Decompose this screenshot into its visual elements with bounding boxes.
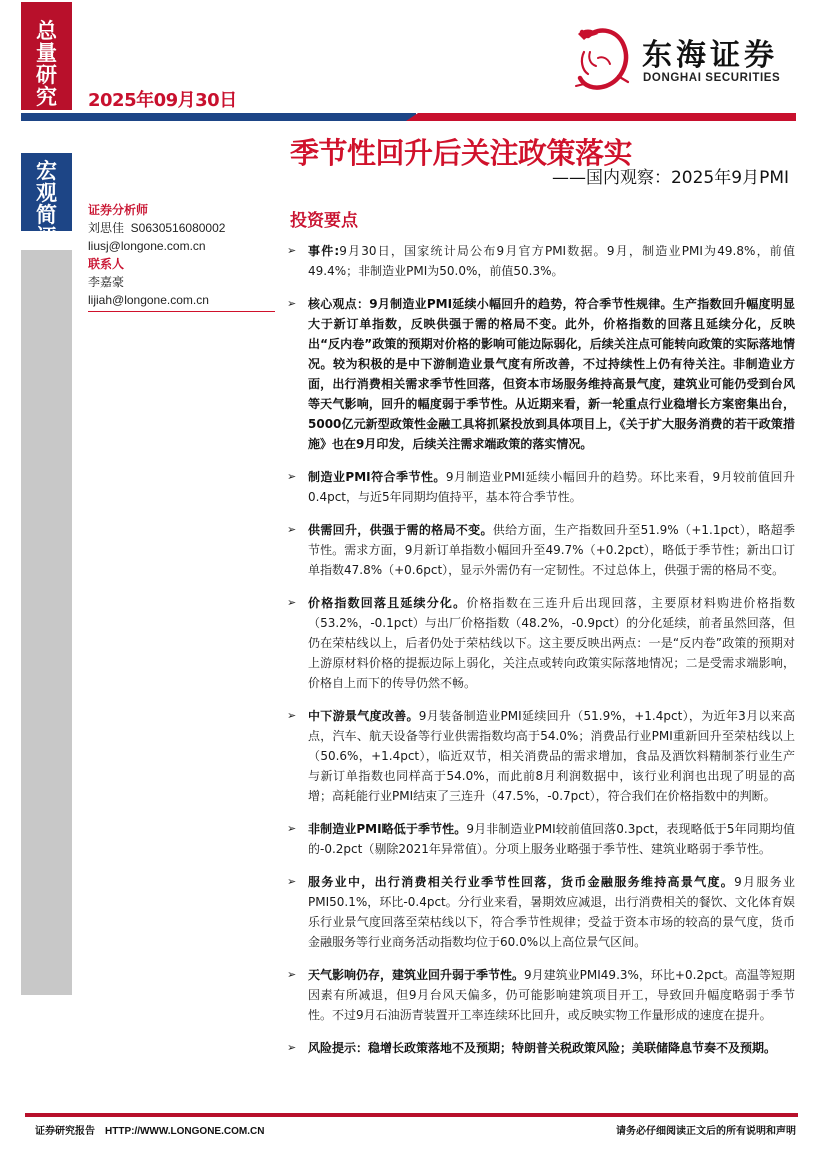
- highlight-item: [287, 872, 795, 952]
- analyst-name-id: 刘思佳 S0630516080002: [88, 221, 226, 235]
- analyst-label: 证券分析师: [88, 203, 149, 217]
- highlight-item: [287, 965, 795, 1025]
- contact-name: 李嘉豪: [88, 275, 125, 289]
- highlight-body: 9月制造业PMI延续小幅回升的趋势，符合季节性规律。生产指数回升幅度明显大于新订单指数，反映供强于需的格局不变。此外，价格指数的回落且延续分化，反映出“反内卷”政策的预期对价格的影响可能边际弱化，后续关注点可能转向政策的实际落地情况。较为积极的是中下游制造业景气度有所改善，不过持续性上仍有待关注。非制造业方面，出行消费相关需求季节性回落，但资本市场服务维持高景气度，建筑业可能仍受到台风等天气影响，回升的幅度弱于季节性。从近期来看，新一轮重点行业稳增长方案密集出台，5000亿元新型政策性金融工具将抓紧投放到具体项目上，《关于扩大服务消费的若干政策措施》也在9月印发，后续关注需求端政策的落实情况。: [308, 297, 795, 451]
- highlight-body: 价格指数在三连升后出现回落，主要原材料购进价格指数（53.2%，-0.1pct）与出厂价格指数（48.2%，-0.9pct）的分化延续，前者虽然回落，但仍在荣枯线以上，后者仍处于荣枯线以下。这主要反映出两点：一是“反内卷”政策的预期对上游原材料价格的提振边际上弱化，关注点或转向政策实际落地情况；二是受需求端影响，价格自上而下的传导仍然不畅。: [308, 596, 795, 690]
- highlight-lead: 中下游景气度改善。: [308, 709, 419, 723]
- arrow-bullet-icon: ➢: [287, 523, 297, 536]
- investment-highlights: [287, 241, 795, 1071]
- report-type-char: 观: [36, 181, 57, 205]
- highlight-lead: 天气影响仍存，建筑业回升弱于季节性。: [308, 968, 525, 982]
- highlight-lead: 风险提示：: [308, 1041, 369, 1055]
- footer-disclaimer: 请务必仔细阅读正文后的所有说明和声明: [616, 1126, 796, 1137]
- highlight-item: [287, 294, 795, 454]
- header-stripe: [21, 113, 796, 121]
- highlight-item: [287, 819, 795, 859]
- analyst-contacts: [88, 201, 273, 309]
- arrow-bullet-icon: ➢: [287, 297, 297, 310]
- arrow-bullet-icon: ➢: [287, 822, 297, 835]
- highlight-body: 9月30日，国家统计局公布9月官方PMI数据。9月，制造业PMI为49.8%，前值49.4%；非制造业PMI为50.0%，前值50.3%。: [308, 244, 795, 278]
- highlight-lead: 供需回升，供强于需的格局不变。: [308, 523, 493, 537]
- footer-url-link[interactable]: HTTP://WWW.LONGONE.COM.CN: [105, 1126, 265, 1137]
- arrow-bullet-icon: ➢: [287, 470, 297, 483]
- header-stripe-blue: [21, 113, 416, 121]
- highlight-body: 9月服务业PMI50.1%，环比-0.4pct。分行业来看，暑期效应减退，出行消费相关的餐饮、文化体育娱乐行业景气度回落至荣枯线以下，符合季节性规律；受益于资本市场的较高的景气度，货币金融服务等行业商务活动指数均位于60.0%以上高位景气区间。: [308, 875, 795, 949]
- category-tab-char: 研: [36, 63, 57, 87]
- section-heading: 投资要点: [290, 211, 358, 231]
- footer-report-label: 证券研究报告: [35, 1126, 95, 1137]
- report-title: 季节性回升后关注政策落实: [290, 136, 633, 170]
- highlight-item: [287, 593, 795, 693]
- highlight-item: [287, 467, 795, 507]
- arrow-bullet-icon: ➢: [287, 875, 297, 888]
- logo-name-en: DONGHAI SECURITIES: [643, 72, 781, 84]
- arrow-bullet-icon: ➢: [287, 968, 297, 981]
- report-date: 2025年09月30日: [88, 90, 237, 111]
- logo-name-cn: 东海证券: [642, 38, 778, 73]
- arrow-bullet-icon: ➢: [287, 709, 297, 722]
- contact-label: 联系人: [88, 257, 125, 271]
- contacts-divider: [88, 311, 275, 312]
- analyst-email[interactable]: liusj@longone.com.cn: [88, 239, 206, 253]
- footer-left: [35, 1122, 264, 1137]
- highlight-body: 9月非制造业PMI较前值回落0.3pct，表现略低于5年同期均值的-0.2pct（剔除2021年异常值）。分项上服务业略强于季节性、建筑业略弱于季节性。: [308, 822, 796, 856]
- highlight-body: 9月建筑业PMI49.3%，环比+0.2pct。高温等短期因素有所减退，但9月台风天偏多，仍可能影响建筑项目开工，导致回升幅度略弱于季节性。不过9月石油沥青装置开工率连续环比回升，或反映实物工作量形成的速度在提升。: [308, 968, 795, 1022]
- category-tab-char: 量: [36, 41, 57, 65]
- header-stripe-red: [406, 113, 796, 121]
- dragon-logo-icon: [570, 22, 636, 92]
- category-tab: [21, 2, 72, 110]
- arrow-bullet-icon: ➢: [287, 1041, 297, 1054]
- highlight-body: 9月装备制造业PMI延续回升（51.9%，+1.4pct），为近年3月以来高点，汽车、航天设备等行业供需指数均高于54.0%；消费品行业PMI重新回升至荣枯线以上（50.6%，+1.4pct），临近双节，相关消费品的需求增加，食品及酒饮料精制茶行业生产与新订单指数也同样高于54.0%，而此前8月利润数据中，该行业利润也出现了明显的高增；高耗能行业PMI结束了三连升（47.5%，-0.7pct），符合我们在价格指数中的判断。: [308, 709, 795, 803]
- highlight-lead: 制造业PMI符合季节性。: [308, 470, 446, 484]
- highlight-item-risk: [287, 1038, 795, 1058]
- category-tab-char: 总: [36, 19, 57, 43]
- highlight-lead: 核心观点：: [308, 297, 370, 311]
- report-type-tab: [21, 153, 72, 249]
- highlight-body: 9月制造业PMI延续小幅回升的趋势。环比来看，9月较前值回升0.4pct，与近5年同期均值持平，基本符合季节性。: [308, 470, 795, 504]
- report-type-char: 宏: [36, 159, 57, 183]
- highlight-item: [287, 706, 795, 806]
- contact-email[interactable]: lijiah@longone.com.cn: [88, 293, 209, 307]
- highlight-lead: 事件:: [308, 244, 340, 258]
- report-type-char: 简: [36, 203, 57, 227]
- report-subtitle: ——国内观察：2025年9月PMI: [551, 168, 789, 188]
- sidebar-gray-bar: [21, 250, 72, 995]
- highlight-lead: 非制造业PMI略低于季节性。: [308, 822, 467, 836]
- highlight-lead: 价格指数回落且延续分化。: [308, 596, 467, 610]
- highlight-item: [287, 520, 795, 580]
- highlight-lead: 服务业中，出行消费相关行业季节性回落，货币金融服务维持高景气度。: [308, 875, 735, 889]
- arrow-bullet-icon: ➢: [287, 244, 297, 257]
- category-tab-char: 究: [36, 85, 57, 109]
- highlight-body: 稳增长政策落地不及预期；特朗普关税政策风险；美联储降息节奏不及预期。: [368, 1041, 777, 1055]
- highlight-body: 供给方面，生产指数回升至51.9%（+1.1pct），略超季节性。需求方面，9月新订单指数小幅回升至49.7%（+0.2pct），略低于季节性；新出口订单指数47.8%（+0.6pct），显示外需仍有一定韧性。不过总体上，供强于需的格局不变。: [308, 523, 795, 577]
- report-type-char: 评: [36, 225, 57, 249]
- company-logo: [570, 22, 795, 92]
- highlight-item: [287, 241, 795, 281]
- arrow-bullet-icon: ➢: [287, 596, 297, 609]
- footer-divider: [25, 1113, 798, 1117]
